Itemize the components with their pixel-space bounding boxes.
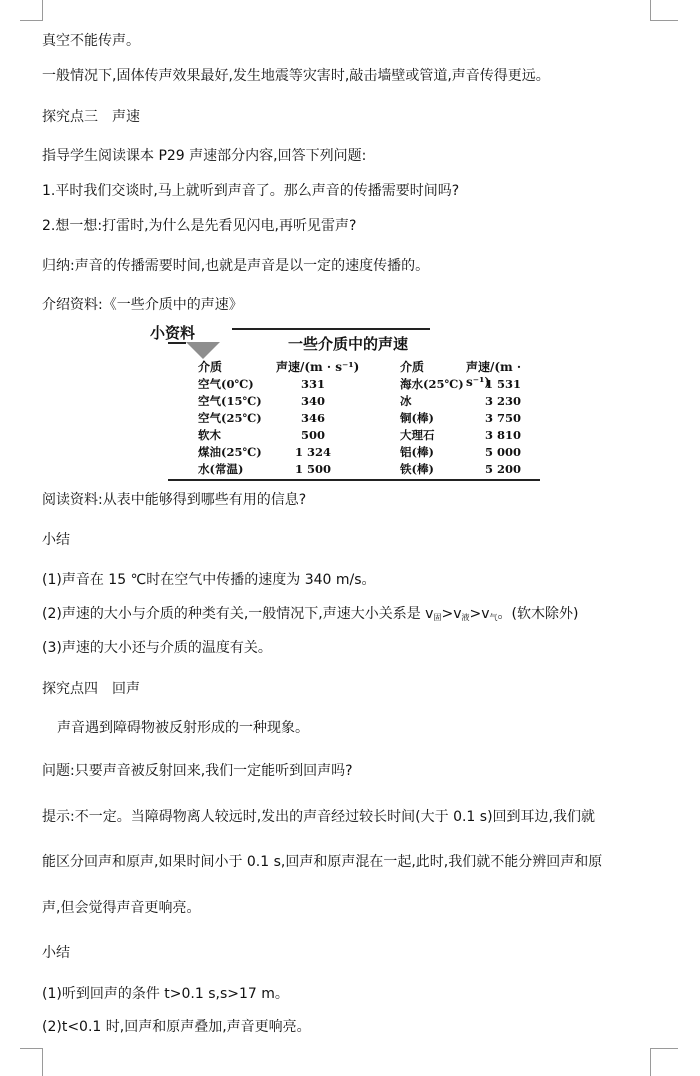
section-heading: 探究点四 回声 [42,681,140,697]
crop-mark-bottom-right-h [650,1048,678,1049]
column-header-medium: 介质 [400,360,425,374]
table-cell: 3 750 [484,411,521,425]
table-cell: 空气(15℃) [198,394,262,408]
crop-mark-bottom-left-h [20,1048,43,1049]
summary-item-1: (1)听到回声的条件 t>0.1 s,s>17 m。 [42,986,289,1002]
text-line: 声音遇到障碍物被反射形成的一种现象。 [57,720,309,736]
text-line: 一般情况下,固体传声效果最好,发生地震等灾害时,敲击墙壁或管道,声音传得更远。 [42,68,550,84]
table-cell: 铁(棒) [400,462,434,476]
text-line: 介绍资料:《一些介质中的声速》 [42,297,243,313]
divider [168,342,186,344]
divider [232,328,430,330]
subheading: 小结 [42,532,70,548]
crop-mark-bottom-left-v [42,1048,43,1076]
hint-line: 能区分回声和原声,如果时间小于 0.1 s,回声和原声混在一起,此时,我们就不能分辨回声和原 [42,854,603,870]
table-cell: 500 [300,428,325,442]
table-cell: 346 [300,411,325,425]
text-span: >v [469,606,490,622]
table-cell: 铜(棒) [400,411,434,425]
triangle-marker-icon [186,342,220,359]
table-cell: 1 531 [484,377,521,391]
divider [168,479,540,481]
crop-mark-top-left-h [20,20,43,21]
subscript: 气 [489,613,498,622]
table-cell: 水(常温) [198,462,244,476]
summary-item-2 [42,605,578,627]
table-cell: 1 500 [294,462,331,476]
table-cell: 331 [300,377,325,391]
crop-mark-bottom-right-v [650,1048,651,1076]
summary-item-2: (2)t<0.1 时,回声和原声叠加,声音更响亮。 [42,1019,311,1035]
table-cell: 5 000 [484,445,521,459]
text-line: 指导学生阅读课本 P29 声速部分内容,回答下列问题: [42,148,367,164]
table-cell: 大理石 [400,428,435,442]
crop-mark-top-left-v [42,0,43,20]
table-cell: 3 230 [484,394,521,408]
table-cell: 1 324 [294,445,331,459]
table-tag: 小资料 [150,324,196,342]
table-title: 一些介质中的声速 [288,335,409,353]
hint-line: 提示:不一定。当障碍物离人较远时,发出的声音经过较长时间(大于 0.1 s)回到耳边,我们就 [42,809,595,825]
hint-line: 声,但会觉得声音更响亮。 [42,900,201,916]
text-span: >v [441,606,462,622]
question-1: 1.平时我们交谈时,马上就听到声音了。那么声音的传播需要时间吗? [42,183,460,199]
text-span: 。(软木除外) [497,606,579,622]
question-2: 2.想一想:打雷时,为什么是先看见闪电,再听见雷声? [42,218,357,234]
table-cell: 3 810 [484,428,521,442]
table-cell: 5 200 [484,462,521,476]
table-cell: 海水(25℃) [400,377,464,391]
table-cell: 铝(棒) [400,445,434,459]
column-header-medium: 介质 [198,360,223,374]
table-cell: 空气(0℃) [198,377,254,391]
text-line: 阅读资料:从表中能够得到哪些有用的信息? [42,492,307,508]
question-line: 问题:只要声音被反射回来,我们一定能听到回声吗? [42,763,353,779]
subheading: 小结 [42,945,70,961]
table-cell: 冰 [400,394,412,408]
text-span: (2)声速的大小与介质的种类有关,一般情况下,声速大小关系是 v [42,606,434,622]
column-header-speed: 声速/(m · s⁻¹) [276,360,360,374]
table-cell: 340 [300,394,325,408]
crop-mark-top-right-h [650,20,678,21]
table-cell: 软木 [198,428,221,442]
subscript: 液 [461,613,470,622]
text-line: 真空不能传声。 [42,33,140,49]
crop-mark-top-right-v [650,0,651,20]
table-cell: 空气(25℃) [198,411,262,425]
section-heading: 探究点三 声速 [42,109,140,125]
sound-speed-table [148,322,543,482]
table-cell: 煤油(25℃) [198,445,262,459]
column-header-speed: 声速/(m · s⁻¹) [466,360,522,389]
subscript: 固 [433,613,442,622]
summary-item-3: (3)声速的大小还与介质的温度有关。 [42,640,272,656]
summary-item-1: (1)声音在 15 ℃时在空气中传播的速度为 340 m/s。 [42,572,376,588]
summary-line: 归纳:声音的传播需要时间,也就是声音是以一定的速度传播的。 [42,258,430,274]
